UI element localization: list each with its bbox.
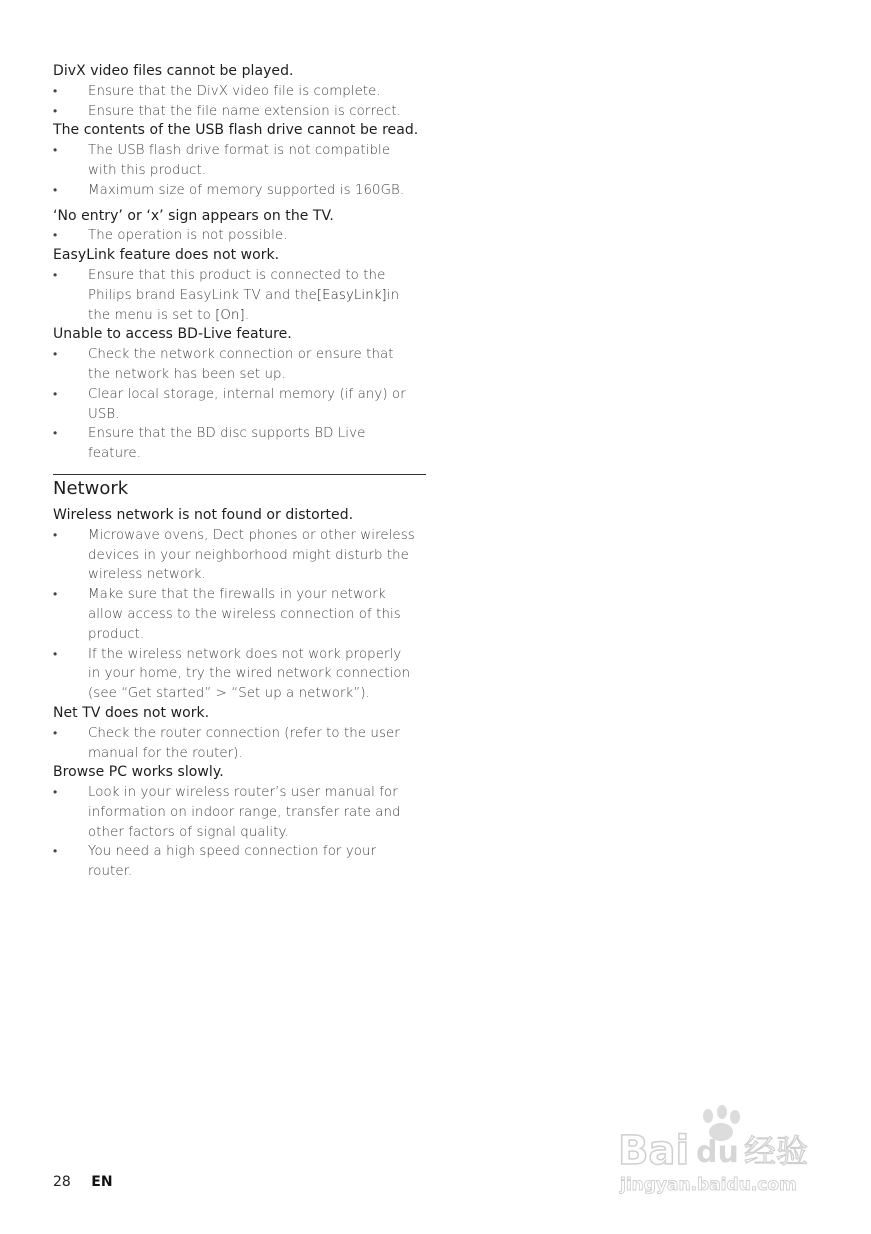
bullet-icon: • (53, 587, 58, 602)
solution-line: Check the router connection (refer to the user (88, 725, 400, 741)
solution-list (53, 226, 427, 246)
solution-line: Look in your wireless router’s user manual for (88, 785, 398, 801)
watermark-cn: 经验 (744, 1132, 809, 1170)
solution-line: the menu is set to (88, 307, 216, 323)
solution-line: in your home, try the wired network connection (88, 666, 411, 682)
solution-line: wireless network. (88, 567, 206, 583)
solution-item (53, 345, 427, 385)
solution-item (53, 424, 427, 464)
issue-heading: ‘No entry’ or ‘x’ sign appears on the TV. (53, 207, 334, 224)
bullet-icon: • (53, 844, 58, 859)
solution-line: the network has been set up. (88, 366, 286, 382)
watermark-url: jingyan.baidu.com (620, 1175, 797, 1195)
solution-line: Make sure that the firewalls in your network (88, 587, 386, 603)
section-title: Network (53, 477, 129, 499)
solution-line: devices in your neighborhood might disturb the (88, 547, 409, 563)
solution-item (53, 266, 427, 325)
solution-text: . (244, 307, 250, 323)
issue-heading: DivX video files cannot be played. (53, 63, 294, 79)
solution-item (53, 585, 427, 644)
page-footer (53, 1174, 113, 1190)
solution-text: in (386, 287, 400, 303)
issue-heading: EasyLink feature does not work. (53, 247, 280, 264)
solution-item (53, 385, 427, 425)
solution-line: Check the network connection or ensure that (88, 347, 394, 363)
baidu-watermark (616, 1100, 816, 1200)
bullet-icon: • (53, 527, 58, 542)
troubleshoot-list-2 (53, 506, 427, 882)
issue-heading: Net TV does not work. (53, 704, 210, 721)
bullet-icon: • (53, 646, 58, 661)
solution-line: Maximum size of memory supported is 160GB. (88, 182, 405, 198)
issue-heading: Unable to access BD-Live feature. (53, 326, 292, 343)
solution-line: allow access to the wireless connection of this (88, 606, 401, 622)
solution-line: Ensure that the DivX video file is complete. (88, 83, 381, 99)
solution-line: The operation is not possible. (88, 228, 288, 244)
issue-heading: Browse PC works slowly. (53, 764, 224, 781)
solution-item (53, 141, 427, 181)
issue-heading: Wireless network is not found or distorted. (53, 506, 354, 523)
issue-heading: The contents of the USB flash drive cannot be read. (53, 122, 419, 139)
menu-option-on: [On] (215, 307, 245, 323)
solution-item (53, 842, 427, 882)
solution-line: manual for the router). (88, 745, 243, 761)
troubleshoot-list-1 (53, 62, 427, 464)
solution-item (53, 102, 427, 122)
solution-line: feature. (88, 446, 142, 462)
watermark-brand: Bai (618, 1128, 690, 1174)
solution-line: The USB flash drive format is not compatible (88, 143, 391, 159)
solution-line: Ensure that this product is connected to the (88, 267, 386, 283)
section-divider (53, 474, 426, 475)
bullet-icon: • (53, 725, 58, 740)
bullet-icon: • (53, 386, 58, 401)
solution-line: (see “Get started” > “Set up a network”). (88, 686, 370, 702)
page-number: 28 (53, 1174, 71, 1190)
solution-line: information on indoor range, transfer rate and (88, 804, 401, 820)
bullet-icon: • (53, 347, 58, 362)
bullet-icon: • (53, 83, 58, 98)
solution-line: Ensure that the file name extension is correct. (88, 103, 402, 119)
solution-line: USB. (88, 406, 120, 422)
solution-line: product. (88, 626, 145, 642)
solution-item (53, 526, 427, 585)
menu-option-easylink: [EasyLink] (316, 287, 387, 303)
solution-item (53, 226, 427, 246)
bullet-icon: • (53, 143, 58, 158)
watermark-brand2: du (696, 1135, 739, 1170)
solution-line: You need a high speed connection for your (88, 844, 377, 860)
solution-list (53, 266, 427, 325)
solution-line: Microwave ovens, Dect phones or other wireless (88, 527, 415, 543)
bullet-icon: • (53, 182, 58, 197)
solution-item (53, 82, 427, 102)
solution-line: router. (88, 864, 133, 880)
bullet-icon: • (53, 426, 58, 441)
solution-line: If the wireless network does not work properly (88, 646, 402, 662)
solution-item (53, 645, 427, 704)
language-code: EN (91, 1174, 113, 1190)
solution-list (53, 345, 427, 464)
solution-list (53, 783, 427, 882)
solution-line: Philips brand EasyLink TV and the (88, 287, 317, 303)
solution-list (53, 526, 427, 704)
solution-line: Clear local storage, internal memory (if any) or (88, 386, 406, 402)
solution-list (53, 141, 427, 206)
solution-item (53, 181, 427, 201)
content-column (53, 62, 427, 882)
solution-line: with this product. (88, 162, 207, 178)
bullet-icon: • (53, 267, 58, 282)
solution-item (53, 783, 427, 842)
bullet-icon: • (53, 103, 58, 118)
solution-item (53, 724, 427, 764)
solution-list (53, 82, 427, 122)
solution-list (53, 724, 427, 764)
bullet-icon: • (53, 228, 58, 243)
solution-line: other factors of signal quality. (88, 824, 289, 840)
solution-line: Ensure that the BD disc supports BD Live (88, 426, 366, 442)
bullet-icon: • (53, 785, 58, 800)
